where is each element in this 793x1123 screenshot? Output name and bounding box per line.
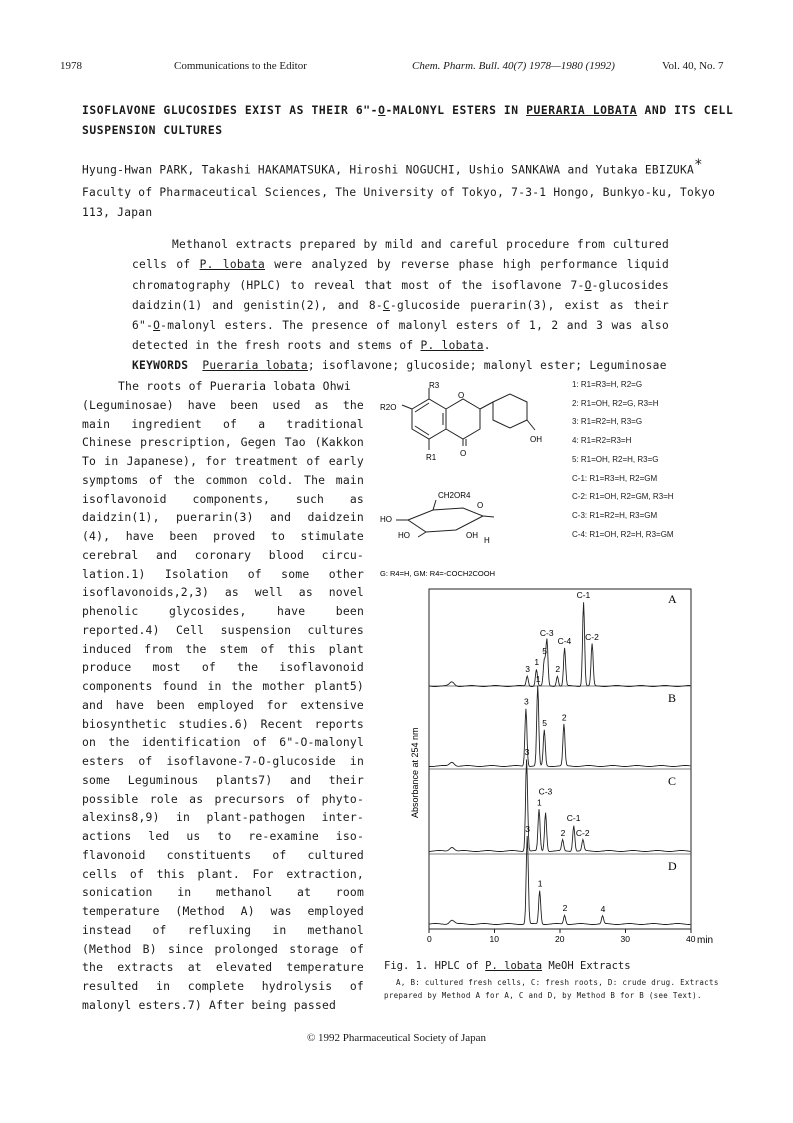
x-axis-unit: min: [697, 935, 714, 946]
peak-label: 3: [523, 696, 529, 707]
body-line: esters of isoflavone-7-O-glucoside in: [82, 754, 364, 768]
peak-label: 2: [562, 903, 568, 914]
keywords-list: ; isoflavone; glucoside; malonyl ester; Leguminosae: [307, 359, 667, 372]
corresponding-mark: *: [694, 157, 703, 173]
peak-label: 5: [542, 646, 548, 657]
body-line: The roots of Pueraria lobata Ohwi: [118, 379, 351, 393]
peak-label: C-2: [575, 827, 590, 838]
body-line: daidzin(1), puerarin(3) and daidzein: [82, 510, 364, 525]
abstract-line: [132, 258, 669, 271]
body-line: (Method B) since prolonged storage of: [82, 941, 364, 956]
caption-species: P. lobata: [485, 960, 543, 972]
hydroxyl-label: OH: [530, 435, 542, 444]
body-line: isoflavonoid components, such as: [82, 491, 364, 506]
caption-text: Fig. 1. HPLC of: [384, 960, 486, 972]
compound-definition: C-1: R1=R3=H, R2=GM: [572, 473, 658, 483]
keywords-line: [132, 359, 667, 372]
body-line: some Leguminous plants7) and their: [82, 772, 364, 787]
body-line: flavonoid constituents of cultured: [82, 847, 364, 862]
x-tick-label: 30: [620, 934, 630, 944]
abstract-line: Methanol extracts prepared by mild and careful procedure from cultured: [172, 238, 669, 251]
body-line: possible role as precursors of phyto-: [82, 791, 364, 806]
y-axis-label: Absorbance at 254 nm: [410, 727, 420, 818]
chromatogram-trace: [429, 686, 690, 767]
abstract-text: chromatography (HPLC) to reveal that most of the isoflavone 7-: [132, 279, 585, 292]
abstract-species: P. lobata: [199, 258, 266, 271]
peak-label: 5: [542, 718, 548, 728]
abstract-line: [132, 339, 491, 352]
abstract-text: .: [483, 339, 491, 352]
ring-oxygen-label: O: [458, 391, 465, 400]
affiliation-line1: Faculty of Pharmaceutical Sciences, The University of Tokyo, 7-3-1 Hongo, Bunkyo-ku, Tokyo: [82, 186, 716, 199]
abstract-line: [132, 319, 669, 332]
affiliation-line2: 113, Japan: [82, 206, 153, 219]
abstract-text: -glucosides: [591, 279, 669, 292]
copyright-footer: © 1992 Pharmaceutical Society of Japan: [306, 1032, 487, 1044]
peak-label: 4: [600, 904, 606, 915]
body-line: produce most of the isoflavonoid: [82, 660, 364, 675]
x-tick-label: 10: [489, 934, 499, 944]
chemical-structure: [378, 380, 568, 580]
abstract-o: O: [584, 279, 592, 292]
abstract-text: were analyzed by reverse phase high performance liquid: [265, 258, 669, 271]
body-line: symptoms of the common cold. The main: [82, 472, 364, 487]
body-line: alexins8,9) in plant-pathogen inter-: [82, 810, 364, 825]
figure-note-line1: A, B: cultured fresh cells, C: fresh roots, D: crude drug. Extracts: [396, 978, 719, 987]
body-line: resulted in complete hydrolysis of: [82, 979, 364, 993]
article-title-line2: SUSPENSION CULTURES: [82, 124, 223, 137]
compound-definition: C-3: R1=R2=H, R3=GM: [572, 510, 658, 520]
chromatogram-trace: [429, 836, 690, 925]
trace-label: A: [668, 592, 677, 606]
abstract-text: -glucoside puerarin(3), exist as their: [389, 299, 669, 312]
compound-definition: 2: R1=OH, R2=G, R3=H: [572, 398, 659, 408]
journal-citation: Chem. Pharm. Bull. 40(7) 1978—1980 (1992): [412, 60, 615, 72]
body-line: (Leguminosae) have been used as the: [82, 397, 364, 412]
glucose-legend: G: R4=H, GM: R4=-COCH2COOH: [380, 569, 496, 578]
x-tick-label: 20: [555, 934, 565, 944]
page-number: 1978: [60, 60, 82, 72]
body-line: reported.4) Cell suspension cultures: [82, 622, 364, 637]
compound-definition: 5: R1=OH, R2=H, R3=G: [572, 454, 659, 464]
abstract-line: [132, 279, 669, 292]
compound-definition: C-4: R1=OH, R2=H, R3=GM: [572, 529, 674, 539]
peak-label: 2: [560, 827, 566, 838]
r2o-label: R2O: [380, 403, 397, 412]
trace-label: C: [668, 774, 677, 788]
abstract-o: O: [153, 319, 161, 332]
peak-label: C-1: [576, 590, 591, 600]
body-line: malonyl esters.7) After being passed: [82, 997, 337, 1012]
compound-definition: 3: R1=R2=H, R3=G: [572, 417, 643, 427]
sugar-oxygen-label: O: [477, 501, 484, 510]
body-line: cells of this plant. For extraction,: [82, 866, 364, 881]
title-text: AND ITS CELL: [637, 104, 734, 117]
keto-oxygen-label: O: [460, 449, 467, 458]
peak-label: C-3: [538, 786, 553, 797]
hplc-chart: [400, 588, 720, 948]
peak-label: C-3: [539, 627, 554, 638]
abstract-species: P. lobata: [420, 339, 484, 352]
trace-label: B: [668, 691, 677, 705]
caption-text: MeOH Extracts: [542, 960, 631, 972]
body-line: lation.1) Isolation of some other: [82, 566, 364, 581]
r1-label: R1: [426, 453, 437, 462]
trace-label: D: [668, 859, 677, 873]
title-o: O: [378, 104, 386, 117]
volume-issue: Vol. 40, No. 7: [662, 60, 724, 72]
sugar-oh-label: OH: [466, 531, 478, 540]
body-line: biosynthetic studies.6) Recent reports: [82, 716, 364, 731]
body-line: on the identification of 6"-O-malonyl: [82, 735, 364, 750]
title-text: ISOFLAVONE GLUCOSIDES EXIST AS THEIR 6"-: [82, 104, 379, 117]
keywords-species: Pueraria lobata: [202, 359, 308, 372]
compound-definition: 4: R1=R2=R3=H: [572, 436, 632, 446]
body-line: induced from the stem of this plant: [82, 641, 364, 656]
body-line: Chinese prescription, Gegen Tao (Kakkon: [82, 435, 364, 450]
body-line: instead of refluxing in methanol: [82, 922, 364, 937]
peak-label: 1: [535, 674, 541, 684]
ho-label-2: HO: [398, 531, 410, 540]
peak-label: C-1: [566, 813, 581, 824]
body-line: the extracts at elevated temperature: [82, 960, 364, 975]
compound-definition: 1: R1=R3=H, R2=G: [572, 380, 643, 389]
peak-label: 1: [537, 797, 542, 808]
peak-label: 3: [525, 663, 530, 674]
body-line: cerebral and coronary blood circu-: [82, 547, 364, 562]
x-tick-label: 40: [686, 934, 696, 944]
body-line: main ingredient of a traditional: [82, 416, 364, 431]
abstract-text: cells of: [132, 258, 200, 271]
author-list: [82, 157, 703, 177]
body-line: and have been employed for extensive: [82, 697, 364, 712]
ch2or4-label: CH2OR4: [438, 491, 471, 500]
abstract-text: detected in the fresh roots and stems of: [132, 339, 421, 352]
abstract-text: -malonyl esters. The presence of malonyl esters of 1, 2 and 3 was also: [160, 319, 669, 332]
x-tick-label: 0: [427, 934, 432, 944]
body-line: actions led us to re-examine iso-: [82, 829, 364, 843]
body-line: temperature (Method A) was employed: [82, 904, 364, 918]
author-names: Hyung-Hwan PARK, Takashi HAKAMATSUKA, Hiroshi NOGUCHI, Ushio SANKAWA and Yutaka EBIZUKA: [82, 163, 695, 177]
peak-label: 2: [561, 712, 567, 723]
keywords-label: KEYWORDS: [132, 359, 189, 372]
abstract-c: C: [382, 299, 390, 312]
figure-note-line2: prepared by Method A for A, C and D, by Method B for B (see Text).: [384, 991, 702, 1000]
figure-caption: [384, 960, 631, 972]
body-line: isoflavonoids,2,3) as well as novel: [82, 585, 364, 600]
abstract-line: [132, 299, 669, 312]
peak-label: 1: [537, 878, 543, 889]
body-line: components found in the mother plant5): [82, 679, 364, 693]
body-line: (4), have been proved to stimulate: [82, 529, 364, 543]
peak-label: C-4: [557, 636, 572, 647]
title-species: PUERARIA LOBATA: [526, 104, 638, 117]
section-title: Communications to the Editor: [174, 60, 307, 72]
article-title-line1: [82, 104, 733, 117]
peak-label: 3: [525, 824, 530, 834]
peak-label: 2: [555, 663, 561, 674]
abstract-text: daidzin(1) and genistin(2), and 8-: [132, 299, 383, 312]
ho-label-1: HO: [380, 515, 392, 524]
r3-label: R3: [429, 381, 440, 390]
peak-label: C-2: [585, 632, 599, 642]
body-line: sonication in methanol at room: [82, 885, 364, 900]
abstract-text: 6"-: [132, 319, 154, 332]
compound-definition: C-2: R1=OH, R2=GM, R3=H: [572, 492, 674, 502]
body-line: phenolic glycosides, have been: [82, 604, 364, 618]
h-label: H: [484, 536, 490, 545]
title-text: -MALONYL ESTERS IN: [385, 104, 527, 117]
body-line: To in Japanese), for treatment of early: [82, 454, 364, 468]
peak-label: 1: [534, 657, 540, 668]
peak-label: 3: [524, 747, 530, 757]
